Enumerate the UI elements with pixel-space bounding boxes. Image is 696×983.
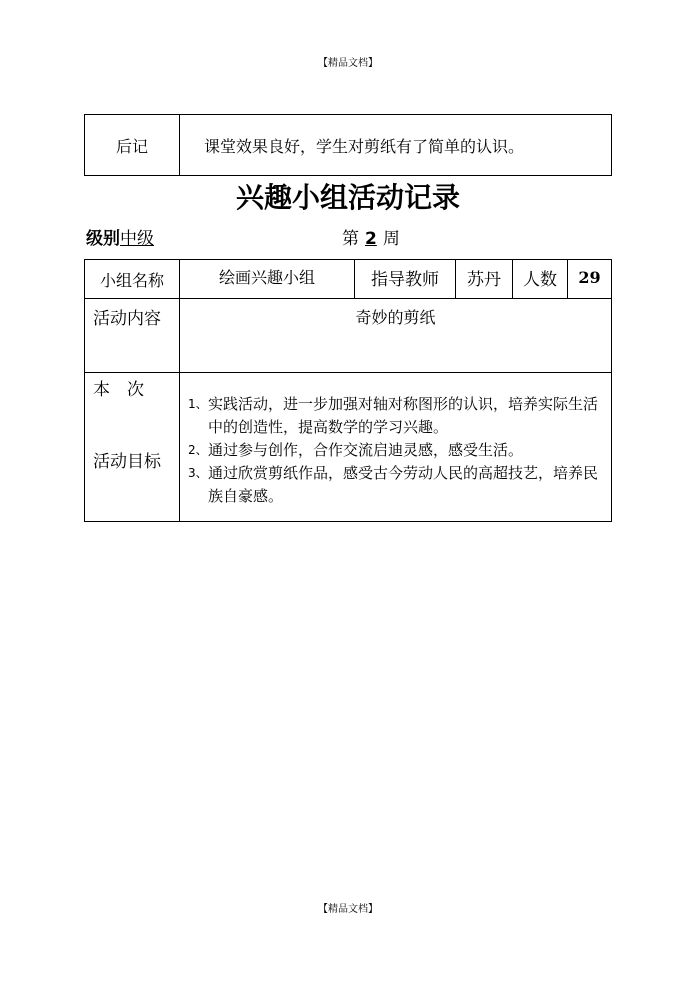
group-name-value: 绘画兴趣小组 — [180, 260, 355, 299]
page-footer: 【精品文档】 — [318, 904, 378, 915]
level-label: 级别 — [86, 229, 120, 249]
content-value: 奇妙的剪纸 — [180, 299, 612, 373]
teacher-label: 指导教师 — [355, 260, 456, 299]
goal-number: 1、 — [188, 397, 208, 411]
content-label: 活动内容 — [85, 299, 180, 373]
postscript-table — [84, 114, 612, 176]
group-name-label: 小组名称 — [85, 260, 180, 299]
goal-text: 通过欣赏剪纸作品，感受古今劳动人民的高超技艺，培养民族自豪感。 — [208, 464, 599, 505]
goal-text: 通过参与创作，合作交流启迪灵感，感受生活。 — [208, 441, 524, 459]
week-prefix: 第 — [342, 229, 359, 249]
goal-label-line1: 本 次 — [93, 380, 144, 400]
goal-item — [180, 393, 601, 439]
goal-item — [180, 439, 601, 462]
activity-record-table — [84, 259, 612, 522]
goal-label-cell — [85, 373, 180, 522]
postscript-label: 后记 — [85, 115, 180, 176]
count-value: 29 — [568, 260, 612, 299]
page-title: 兴趣小组活动记录 — [235, 181, 460, 214]
week-suffix: 周 — [382, 229, 400, 249]
week-line — [342, 228, 400, 250]
goal-item — [180, 462, 601, 508]
week-value: 2 — [365, 229, 377, 249]
teacher-value: 苏丹 — [456, 260, 513, 299]
goal-list — [180, 393, 611, 508]
level-line — [86, 228, 166, 250]
goal-label-line2: 活动目标 — [93, 452, 161, 472]
goal-number: 3、 — [188, 466, 208, 480]
goal-number: 2、 — [188, 443, 208, 457]
postscript-content: 课堂效果良好，学生对剪纸有了简单的认识。 — [180, 115, 612, 176]
goal-text: 实践活动，进一步加强对轴对称图形的认识，培养实际生活中的创造性，提高数学的学习兴趣。 — [208, 395, 599, 436]
page-header: 【精品文档】 — [318, 58, 378, 69]
level-value: 中级 — [120, 229, 154, 249]
count-label: 人数 — [513, 260, 568, 299]
goal-content-cell — [180, 373, 612, 522]
